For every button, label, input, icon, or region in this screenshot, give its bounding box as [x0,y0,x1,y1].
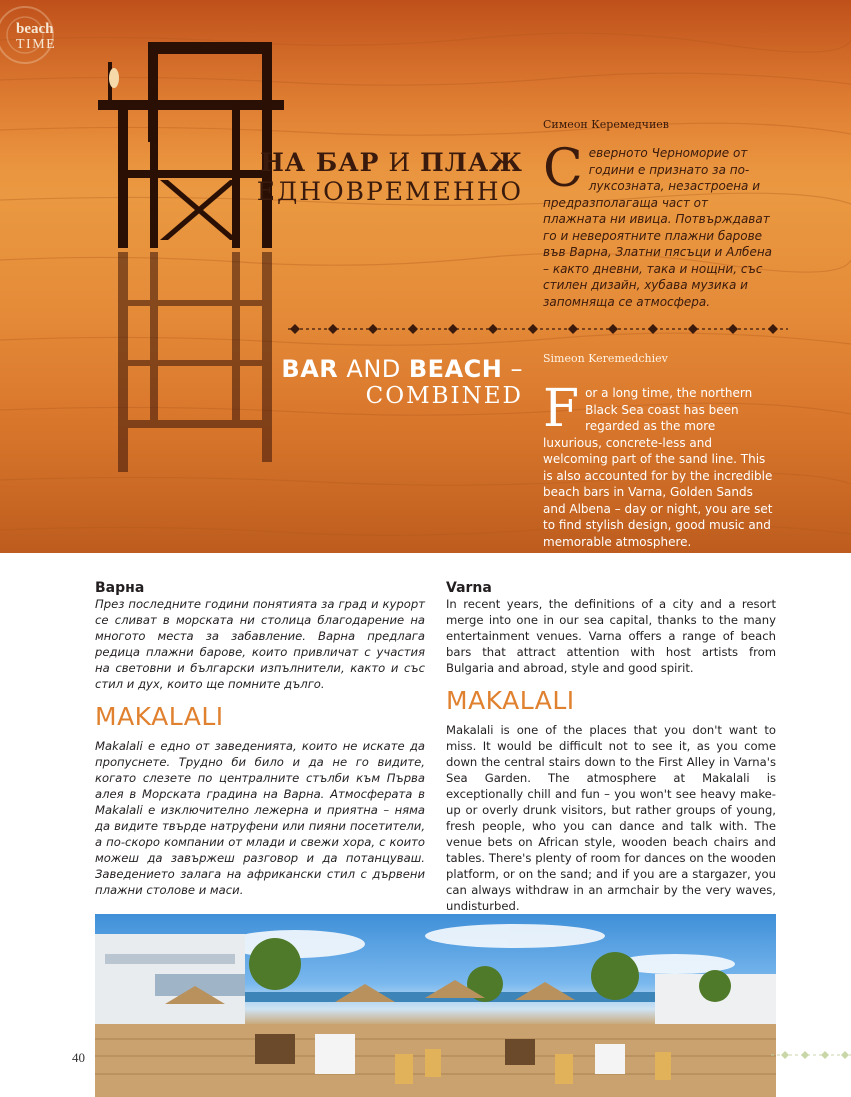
paragraph-varna-en: In recent years, the definitions of a city and a resort merge into one in our sea capital, thanks to the many entertainment venues. Varna offers a range of beach bars that attract attention with host artists from Bulgaria and abroad, style and good spirit. [446,597,776,675]
paragraph-varna-bg: През последните години понятията за град и курорт се сливат в морската ни столица благодарение на многото места за забавление. Варна предлага редица плажни барове, които привличат с участия на световни и български изпълнители, както и със стил и дух, които ще помните дълго. [95,597,425,691]
paragraph-makalali-en: Makalali is one of the places that you don't want to miss. It would be difficult not to see it, as you come down the central stairs down to the First Alley in Varna's Sea Garden. The atmosphere at Makalali is exceptionally chill and fun – you won't see heavy make-up or overly drunk visitors, but rather groups of young, fresh people, who you can dance and talk with. The venue bets on African style, wooden beach chairs and tables. There's plenty of room for dances on the wooden platform, or on the sand; and if you are a stargazer, you can always withdraw in an armchair by the very waves, undisturbed. [446,723,776,913]
headline-bg [257,148,523,206]
headline-bg-mid: И [379,148,421,177]
headline-bg-line2: ЕДНОВРЕМЕННО [256,177,523,206]
paragraph-makalali-bg: Makalali е едно от заведенията, които не искате да пропуснете. Трудно би било и да не го видите, когато слезете по централните стълби към Първа алея в Морската градина на Варна. Атмосферата в Makalali е изключително лежерна и приятна – няма да видите твърде натруфени или пияни посетители, а по-скоро компании от млади и свежи хора, с които можеш да завържеш разговор и да потанцуваш. Заведението залага на африкански стил с дървени плажни столове и маси. [95,739,425,897]
heading-varna-en: Varna [446,580,492,596]
headline-en [281,355,523,409]
author-en: Simeon Keremedchiev [543,352,668,365]
section-tag-beach: beach [16,21,54,37]
section-tag [16,22,56,52]
drop-cap-bg: С [543,139,583,199]
column-english [446,580,776,914]
author-bg: Симеон Керемедчиев [543,118,669,131]
corner-ornament-icon [771,1040,851,1070]
drop-cap-en: F [543,379,580,439]
beach-bar-photo [95,914,776,1097]
venue-title-en: MAKALALI [446,686,575,715]
headline-en-line2: COMBINED [365,383,523,409]
lead-en-text: or a long time, the northern Black Sea coast has been regarded as the more luxurious, concrete-less and welcoming part of the sand line. This is also accounted for by the incredible beach bars in Varna, Golden Sands and Albena – day or night, you are set to find stylish design, good music and memorable atmosphere. [543,386,773,549]
headline-bg-bold-1: НА БАР [260,148,380,177]
headline-bg-bold-2: ПЛАЖ [420,148,523,177]
lead-en [543,379,775,550]
heading-varna-bg: Варна [95,580,145,596]
lead-bg-text: еверното Черноморие от години е признато за по-луксозната, незастроена и предразполагаща част от плажната ни ивица. Потвърждават го и невероятните плажни барове във Варна, Златни пясъци и Албена – както дневни, така и нощни, със стилен дизайн, хубава музика и запомняща се атмосфера. [543,146,773,309]
headline-en-dash: – [502,355,523,383]
headline-en-bold-2: BEACH [408,355,503,383]
section-tag-time: TIME [16,37,57,52]
venue-title-bg: MAKALALI [95,702,224,731]
lead-bg [543,139,775,310]
column-bulgarian [95,580,425,898]
ornamental-divider [288,322,788,336]
headline-en-mid: AND [338,355,409,383]
beach-bar-scene [95,914,776,1097]
headline-en-bold-1: BAR [281,355,339,383]
page-number: 40 [72,1050,85,1065]
